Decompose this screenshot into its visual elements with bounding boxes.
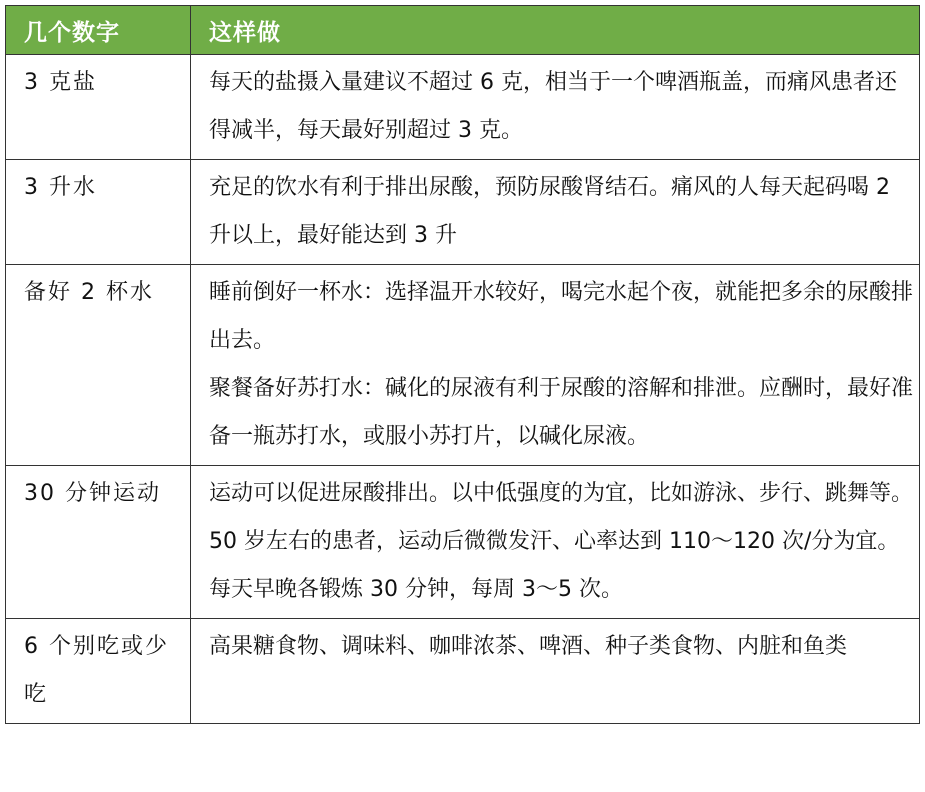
row-paragraph: 高果糖食物、调味料、咖啡浓茶、啤酒、种子类食物、内脏和鱼类 <box>209 634 848 659</box>
table-row <box>6 55 920 160</box>
row-key: 3 克盐 <box>6 55 191 160</box>
table-row <box>6 265 920 466</box>
row-key: 3 升水 <box>6 160 191 265</box>
row-value <box>191 619 920 724</box>
table-header <box>6 6 920 55</box>
row-key: 6 个别吃或少吃 <box>6 619 191 724</box>
table-row <box>6 160 920 265</box>
header-numbers: 几个数字 <box>6 6 191 55</box>
row-value <box>191 160 920 265</box>
row-key: 30 分钟运动 <box>6 466 191 619</box>
row-paragraph: 运动可以促进尿酸排出。以中低强度的为宜，比如游泳、步行、跳舞等。50 岁左右的患者，运动后微微发汗、心率达到 110～120 次/分为宜。每天早晚各锻炼 30 分钟，每周 3～5 次。 <box>209 481 914 602</box>
row-paragraph: 充足的饮水有利于排出尿酸，预防尿酸肾结石。痛风的人每天起码喝 2 升以上，最好能达到 3 升 <box>209 175 890 248</box>
table-row <box>6 466 920 619</box>
table-body <box>6 55 920 724</box>
row-value <box>191 55 920 160</box>
row-value <box>191 466 920 619</box>
row-paragraph: 每天的盐摄入量建议不超过 6 克，相当于一个啤酒瓶盖，而痛风患者还得减半，每天最好别超过 3 克。 <box>209 70 897 143</box>
table-row <box>6 619 920 724</box>
row-paragraph: 睡前倒好一杯水：选择温开水较好，喝完水起个夜，就能把多余的尿酸排出去。 <box>209 280 914 353</box>
row-paragraph: 聚餐备好苏打水：碱化的尿液有利于尿酸的溶解和排泄。应酬时，最好准备一瓶苏打水，或服小苏打片，以碱化尿液。 <box>209 376 914 449</box>
page <box>5 5 919 724</box>
gout-guide-table <box>5 5 920 724</box>
row-value <box>191 265 920 466</box>
header-actions: 这样做 <box>191 6 920 55</box>
row-key: 备好 2 杯水 <box>6 265 191 466</box>
header-row <box>6 6 920 55</box>
